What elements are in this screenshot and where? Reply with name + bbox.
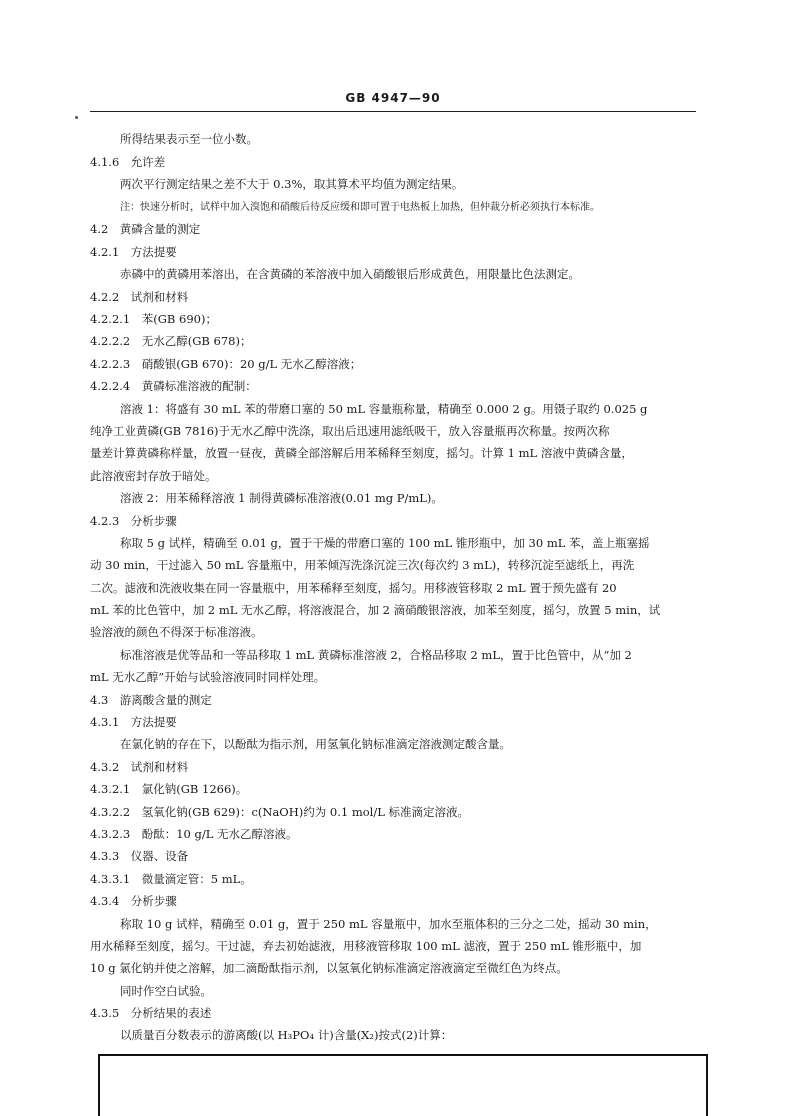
text-line: 两次平行测定结果之差不大于 0.3%，取其算术平均值为测定结果。 xyxy=(120,177,464,191)
section-heading: 4.2.3 分析步骤 xyxy=(90,514,177,528)
section-heading: 4.3.1 方法提要 xyxy=(90,715,177,729)
text-line: 量差计算黄磷称样量，放置一昼夜，黄磷全部溶解后用苯稀释至刻度，摇匀。计算 1 mL 溶液中黄磷含量， xyxy=(90,446,633,460)
text-line: 纯净工业黄磷(GB 7816)于无水乙醇中洗涤，取出后迅速用滤纸吸干，放入容量瓶再次称量。按两次称 xyxy=(90,424,610,438)
text-line: 用水稀释至刻度，摇匀。干过滤，弃去初始滤液，用移液管移取 100 mL 滤液，置于 250 mL 锥形瓶中，加 xyxy=(90,939,642,953)
list-item: 4.3.2.3 酚酞：10 g/L 无水乙醇溶液。 xyxy=(90,827,298,841)
list-item: 4.3.2.2 氢氧化钠(GB 629)：c(NaOH)约为 0.1 mol/L 标准滴定溶液。 xyxy=(90,805,470,819)
list-item: 4.3.3.1 微量滴定管：5 mL。 xyxy=(90,872,252,886)
text-line: 标准溶液是优等品和一等品移取 1 mL 黄磷标准溶液 2，合格品移取 2 mL，置于比色管中，从“加 2 xyxy=(120,648,632,662)
text-line: 称取 5 g 试样，精确至 0.01 g，置于干燥的带磨口塞的 100 mL 锥形瓶中，加 30 mL 苯，盖上瓶塞摇 xyxy=(120,536,650,550)
scan-speck xyxy=(75,116,78,119)
section-heading: 4.3.2 试剂和材料 xyxy=(90,760,189,774)
text-line: 验溶液的颜色不得深于标准溶液。 xyxy=(90,625,263,639)
section-heading: 4.2.2 试剂和材料 xyxy=(90,290,189,304)
text-line: mL 苯的比色管中，加 2 mL 无水乙醇，将溶液混合，加 2 滴硝酸银溶液，加苯至刻度，摇匀，放置 5 min，试 xyxy=(90,603,661,617)
text-line: 二次。滤液和洗液收集在同一容量瓶中，用苯稀释至刻度，摇匀。用移液管移取 2 mL 置于预先盛有 20 xyxy=(90,581,617,595)
footer-border-box xyxy=(98,1054,708,1116)
text-line: 在氯化钠的存在下，以酚酞为指示剂，用氢氧化钠标准滴定溶液测定酸含量。 xyxy=(120,737,511,751)
section-heading: 4.2.1 方法提要 xyxy=(90,245,177,259)
text-line: 同时作空白试验。 xyxy=(120,984,212,998)
header-rule xyxy=(90,111,696,112)
section-heading: 4.3.4 分析步骤 xyxy=(90,894,177,908)
section-heading: 4.3 游离酸含量的测定 xyxy=(90,693,212,707)
text-line: 称取 10 g 试样，精确至 0.01 g，置于 250 mL 容量瓶中，加水至瓶体积的三分之二处，摇动 30 min， xyxy=(120,917,657,931)
list-item: 4.2.2.4 黄磷标准溶液的配制： xyxy=(90,379,257,393)
text-line: mL 无水乙醇”开始与试验溶液同时同样处理。 xyxy=(90,670,326,684)
list-item: 4.2.2.2 无水乙醇(GB 678)； xyxy=(90,334,252,348)
section-heading: 4.3.3 仪器、设备 xyxy=(90,849,189,863)
text-line: 此溶液密封存放于暗处。 xyxy=(90,469,217,483)
text-line: 赤磷中的黄磷用苯溶出，在含黄磷的苯溶液中加入硝酸银后形成黄色，用限量比色法测定。 xyxy=(120,267,580,281)
text-line: 溶液 1：将盛有 30 mL 苯的带磨口塞的 50 mL 容量瓶称量，精确至 0.000 2 g。用镊子取约 0.025 g xyxy=(120,402,648,416)
text-line: 溶液 2：用苯稀释溶液 1 制得黄磷标准溶液(0.01 mg P/mL)。 xyxy=(120,491,443,505)
text-line: 所得结果表示至一位小数。 xyxy=(120,132,258,146)
section-heading: 4.1.6 允许差 xyxy=(90,155,166,169)
text-line: 动 30 min，干过滤入 50 mL 容量瓶中，用苯倾泻洗涤沉淀三次(每次约 3 mL)，转移沉淀至滤纸上，再洗 xyxy=(90,558,635,572)
list-item: 4.3.2.1 氯化钠(GB 1266)。 xyxy=(90,782,248,796)
text-line: 以质量百分数表示的游离酸(以 H₃PO₄ 计)含量(X₂)按式(2)计算： xyxy=(120,1028,453,1042)
section-heading: 4.2 黄磷含量的测定 xyxy=(90,222,201,236)
list-item: 4.2.2.3 硝酸银(GB 670)：20 g/L 无水乙醇溶液； xyxy=(90,357,362,371)
page-header: GB 4947—90 xyxy=(345,91,441,105)
text-line: 10 g 氯化钠并使之溶解，加二滴酚酞指示剂，以氢氧化钠标准滴定溶液滴定至微红色为终点。 xyxy=(90,961,568,975)
section-heading: 4.3.5 分析结果的表述 xyxy=(90,1006,212,1020)
note-line: 注：快速分析时，试样中加入溴饱和硝酸后待反应缓和即可置于电热板上加热，但仲裁分析必须执行本标准。 xyxy=(120,202,600,213)
list-item: 4.2.2.1 苯(GB 690)； xyxy=(90,312,217,326)
